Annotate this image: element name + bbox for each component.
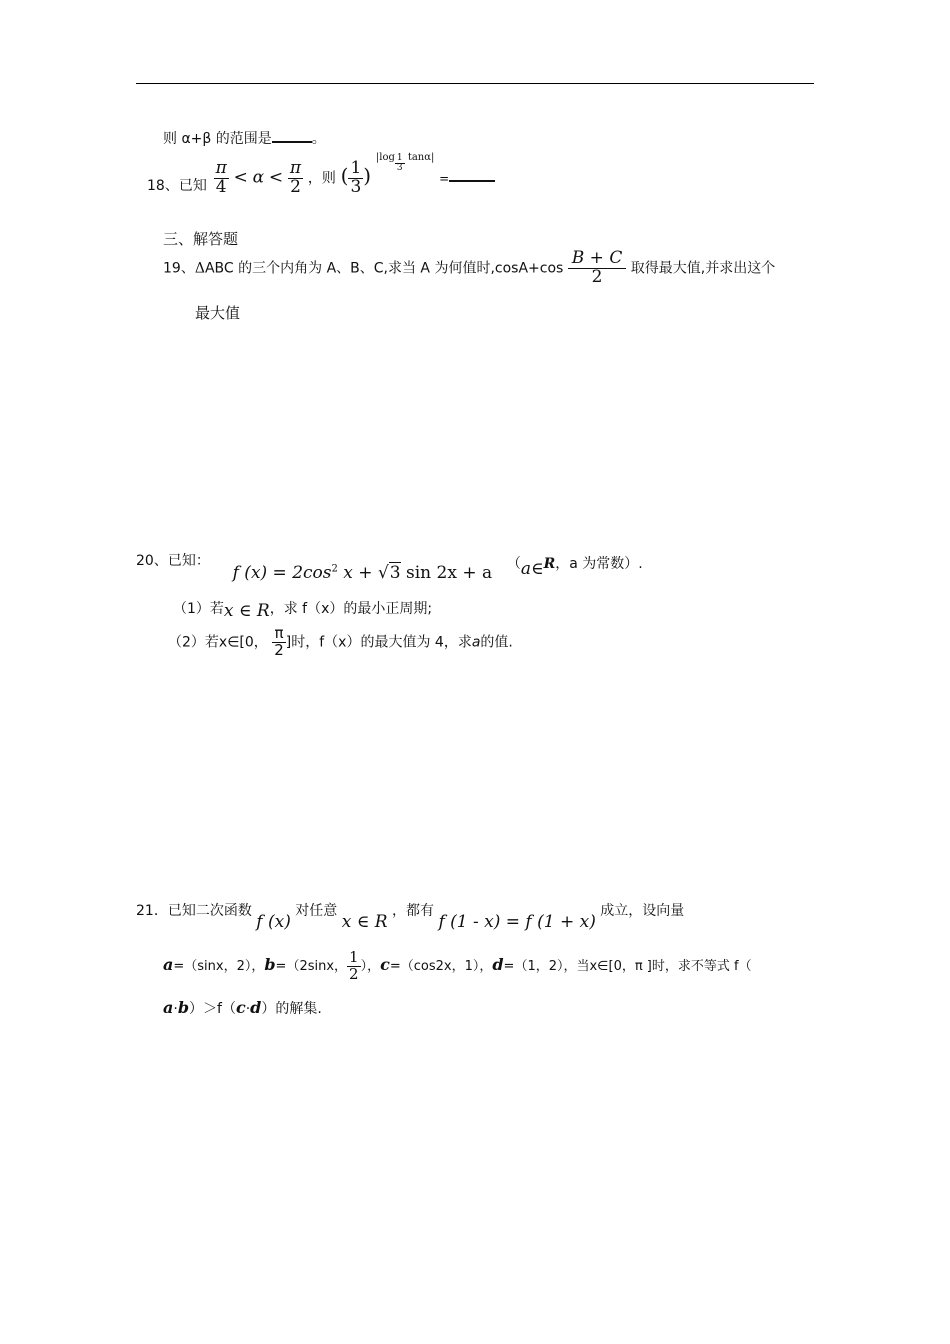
header-rule (136, 83, 814, 84)
b-plus-c-over-2 (568, 250, 627, 287)
vector-b-value: =（2sinx， (275, 958, 348, 974)
q18-known: 已知 (178, 178, 207, 195)
pi-over-2 (288, 160, 303, 197)
q20-number: 20、已知： (136, 553, 210, 569)
vector-b: b (264, 954, 276, 974)
cond-rest: ，a 为常数）. (555, 556, 643, 572)
p2-a: a (471, 634, 481, 651)
vector-c-value: =（cos2x，1）， (389, 958, 493, 974)
q21-number: 21．已知二次函数 (136, 903, 252, 919)
q17-text: 则 α+β 的范围是 (163, 131, 272, 147)
vector-a: a (163, 954, 174, 974)
frac-numerator: B + C (568, 250, 627, 269)
p2-rest: 时，f（x）的最大值为 4，求 (291, 634, 472, 651)
q21-line3 (163, 998, 322, 1018)
line3-b: b (177, 998, 190, 1017)
alpha-symbol: α (252, 167, 265, 188)
line3-mid: ）＞f（ (189, 1001, 236, 1017)
range-two: 2 (274, 640, 284, 659)
q21-line1 (136, 900, 685, 932)
formula-part-a: f (x) = 2cos (232, 563, 332, 583)
p2-open: （2）若 (168, 634, 219, 651)
vector-d: d (492, 954, 504, 974)
four-denominator: 4 (215, 176, 227, 197)
q18-number: 18、 (147, 178, 179, 195)
one-half (347, 950, 361, 983)
q18-then: ，则 (307, 170, 336, 187)
p1-open: （1）若 (173, 601, 224, 617)
p2-end: 的值. (480, 634, 513, 651)
cond-R: R (543, 556, 556, 572)
p1-rest: ，求 f（x）的最小正周期; (269, 601, 433, 617)
sqrt-arg: 3 (389, 563, 401, 583)
exponent-tan: tanα| (407, 152, 435, 164)
q17-line (163, 128, 326, 148)
dot-1: · (173, 1001, 178, 1017)
vector-c: c (380, 954, 390, 974)
one-numerator: 1 (350, 158, 362, 178)
q20-part1 (173, 598, 433, 621)
p2-math: x∈[0， (218, 634, 268, 651)
line3-a: a (163, 998, 174, 1017)
q20-part2 (168, 626, 513, 659)
vector-b-close: ）， (360, 958, 381, 974)
q17-end: 。 (311, 131, 326, 147)
q21-holds: 成立，设向量 (600, 903, 685, 919)
q21-fx: f (x) (256, 912, 291, 932)
q20-line1 (136, 553, 643, 583)
line3-c: c (235, 998, 246, 1017)
vector-a-value: =（sinx，2）， (173, 958, 265, 974)
base-den: 3 (396, 163, 403, 174)
exponent-base (395, 154, 405, 174)
left-paren: ( (340, 163, 349, 188)
exponent (375, 152, 435, 174)
q21-equation: f (1 - x) = f (1 + x) (438, 912, 596, 932)
range-pi: π (272, 626, 286, 643)
base-num: 1 (396, 152, 403, 163)
x-range: x∈[0，π ]时，求不等式 f（ (589, 958, 752, 974)
pi-numerator: π (215, 158, 227, 178)
q20-formula (233, 563, 493, 583)
half-num: 1 (349, 948, 359, 966)
three-denominator: 3 (350, 176, 362, 197)
half-den: 2 (349, 964, 359, 983)
pi-numerator-2: π (289, 158, 302, 178)
one-third (348, 160, 363, 197)
dot-2: · (245, 1001, 251, 1017)
section-heading: 三、解答题 (163, 230, 239, 248)
p2-close: ] (285, 634, 292, 651)
q19-text1: ABC 的三个内角为 A、B、C,求当 A 为何值时,cosA+cos (204, 260, 564, 277)
pi-over-4 (214, 160, 229, 197)
line3-end: ）的解集. (261, 1001, 322, 1017)
formula-part-b: x + (337, 563, 378, 583)
exponent-log: |log (375, 152, 395, 164)
q21-all: ，都有 (391, 903, 434, 919)
pi-over-2-range (272, 626, 286, 659)
cond-open: （ (506, 556, 521, 572)
delta-symbol: Δ (194, 260, 205, 277)
line3-d: d (250, 998, 262, 1017)
formula-part-c: sin 2x + a (400, 563, 493, 583)
two-denominator: 2 (290, 176, 301, 197)
cond-a: a (520, 559, 532, 579)
q19-text2: 取得最大值,并求出这个 (630, 260, 776, 277)
q19-line2: 最大值 (195, 304, 241, 322)
formula-exponent: 2 (331, 563, 338, 575)
q21-xinR: x ∈ R (341, 912, 388, 932)
less-than-2: < (268, 167, 284, 188)
q19-number: 19、 (163, 260, 195, 277)
p1-math: x ∈ R (223, 601, 270, 621)
q19-line1 (163, 250, 775, 287)
q21-line2 (163, 950, 752, 983)
equals-sign: = (439, 171, 450, 186)
frac-denominator: 2 (591, 266, 603, 287)
right-paren: ) (363, 163, 372, 188)
cond-in: ∈ (531, 559, 544, 579)
vector-d-value: =（1，2），当 (503, 958, 590, 974)
answer-blank (272, 129, 312, 143)
less-than-1: < (233, 167, 248, 188)
sqrt-sign: √ (377, 563, 389, 583)
answer-blank-18 (449, 170, 495, 182)
q21-any: 对任意 (295, 903, 338, 919)
